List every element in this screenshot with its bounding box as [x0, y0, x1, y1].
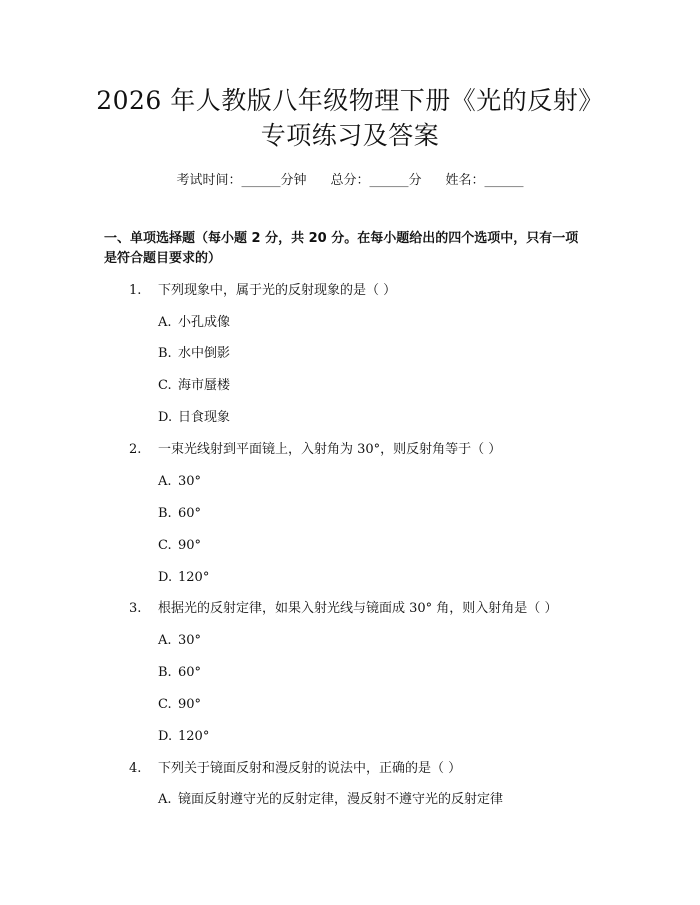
option-label: B.: [158, 665, 172, 680]
question-4-option-a: [158, 791, 503, 809]
section-heading-line-2: 是符合题目要求的）: [104, 251, 222, 266]
section-heading: [104, 229, 604, 269]
option-text: 120°: [178, 729, 210, 744]
option-label: C.: [158, 538, 172, 553]
question-number: 4.: [129, 761, 142, 776]
question-text: 下列关于镜面反射和漫反射的说法中，正确的是（ ）: [158, 761, 462, 776]
option-text: 30°: [178, 633, 202, 648]
option-label: D.: [158, 410, 173, 425]
option-label: A.: [158, 474, 172, 489]
question-3-option-d: [158, 728, 209, 746]
question-2-option-a: [158, 473, 201, 491]
option-text: 30°: [178, 474, 202, 489]
question-number: 3.: [129, 601, 142, 616]
option-label: C.: [158, 697, 172, 712]
option-text: 日食现象: [178, 410, 231, 425]
question-text: 下列现象中，属于光的反射现象的是（ ）: [158, 283, 397, 298]
page-title-line-2: 专项练习及答案: [260, 121, 440, 150]
question-1-option-b: [158, 345, 230, 363]
option-text: 镜面反射遵守光的反射定律，漫反射不遵守光的反射定律: [178, 792, 504, 807]
question-3-option-b: [158, 664, 201, 682]
option-label: C.: [158, 378, 172, 393]
question-text: 根据光的反射定律，如果入射光线与镜面成 30° 角，则入射角是（ ）: [158, 601, 558, 616]
option-label: A.: [158, 315, 172, 330]
question-1: [129, 282, 396, 300]
student-name-field: 姓名：______: [445, 173, 524, 188]
question-number: 2.: [129, 442, 142, 457]
option-text: 60°: [178, 665, 202, 680]
option-text: 海市蜃楼: [178, 378, 231, 393]
option-label: A.: [158, 633, 172, 648]
question-3-option-c: [158, 696, 201, 714]
question-2-option-d: [158, 569, 209, 587]
exam-info-line: [0, 169, 700, 188]
option-text: 90°: [178, 538, 202, 553]
question-1-option-a: [158, 314, 230, 332]
option-text: 小孔成像: [178, 315, 231, 330]
question-1-option-c: [158, 377, 230, 395]
option-label: B.: [158, 506, 172, 521]
question-2-option-c: [158, 537, 201, 555]
question-2: [129, 441, 501, 459]
question-text: 一束光线射到平面镜上，入射角为 30°，则反射角等于（ ）: [158, 442, 502, 457]
question-4: [129, 760, 461, 778]
exam-time-field: 考试时间：______分钟: [176, 173, 307, 188]
option-text: 90°: [178, 697, 202, 712]
question-3: [129, 600, 557, 618]
option-text: 水中倒影: [178, 346, 231, 361]
option-text: 60°: [178, 506, 202, 521]
page-title-line-1: 2026 年人教版八年级物理下册《光的反射》: [96, 86, 604, 115]
total-score-field: 总分：______分: [330, 173, 422, 188]
section-heading-line-1: 一、单项选择题（每小题 2 分，共 20 分。在每小题给出的四个选项中，只有一项: [104, 231, 579, 246]
question-2-option-b: [158, 505, 201, 523]
question-number: 1.: [129, 283, 142, 298]
option-label: D.: [158, 570, 173, 585]
option-text: 120°: [178, 570, 210, 585]
option-label: D.: [158, 729, 173, 744]
question-1-option-d: [158, 409, 230, 427]
option-label: A.: [158, 792, 172, 807]
option-label: B.: [158, 346, 172, 361]
question-3-option-a: [158, 632, 201, 650]
